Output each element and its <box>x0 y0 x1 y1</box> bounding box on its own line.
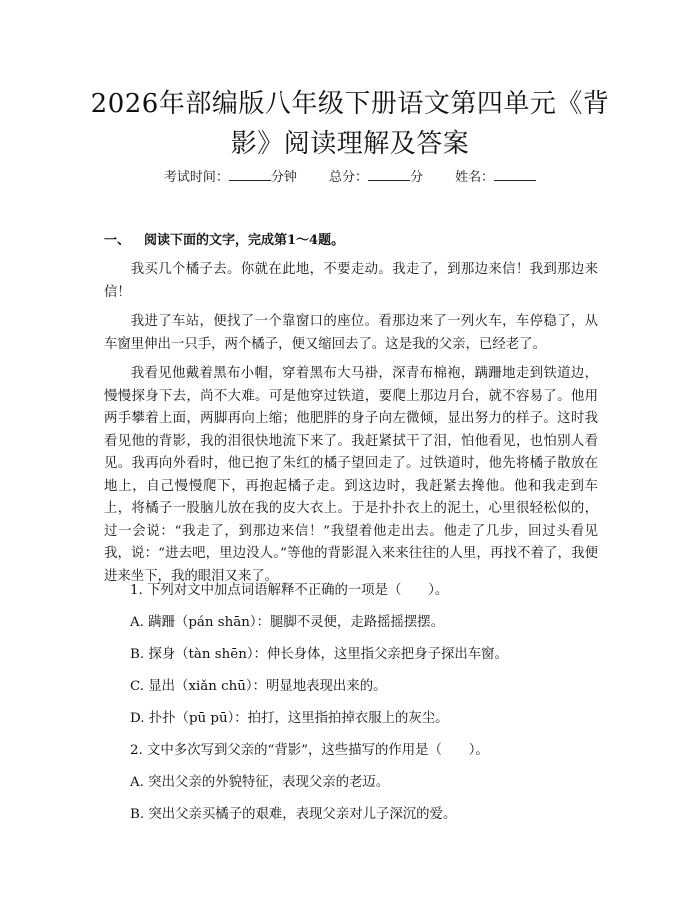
name-blank <box>494 168 536 181</box>
passage-paragraph-3: 我看见他戴着黑布小帽，穿着黑布大马褂，深青布棉袍，蹒跚地走到铁道边，慢慢探身下去，尚不大难。可是他穿过铁道，要爬上那边月台，就不容易了。他用两手攀着上面，两脚再向上缩；他肥胖的身子向左微倾，显出努力的样子。这时我看见他的背影，我的泪很快地流下来了。我赶紧拭干了泪，怕他看见，也怕别人看见。我再向外看时，他已抱了朱红的橘子望回走了。过铁道时，他先将橘子散放在地上，自己慢慢爬下，再抱起橘子走。到这边时，我赶紧去搀他。他和我走到车上，将橘子一股脑儿放在我的皮大衣上。于是扑扑衣上的泥土，心里很轻松似的，过一会说：“我走了，到那边来信！”我望着他走出去。他走了几步，回过头看见我，说：“进去吧，里边没人。”等他的背影混入来来往往的人里，再找不着了，我便进来坐下，我的眼泪又来了。 <box>104 366 598 584</box>
section-number: 一、 <box>104 233 131 248</box>
exam-time-unit: 分钟 <box>270 170 297 185</box>
name-label: 姓名： <box>455 170 495 185</box>
question-2-option-a: A. 突出父亲的外貌特征，表现父亲的老迈。 <box>130 775 390 790</box>
question-2-option-b: B. 突出父亲买橘子的艰难，表现父亲对儿子深沉的爱。 <box>130 807 457 822</box>
total-score-unit: 分 <box>410 170 424 185</box>
page-title: 2026年部编版八年级下册语文第四单元《背影》阅读理解及答案 <box>90 89 610 159</box>
passage-paragraph-1: 我买几个橘子去。你就在此地，不要走动。我走了，到那边来信！我到那边来信！ <box>104 262 598 300</box>
exam-time-label: 考试时间： <box>163 170 229 185</box>
total-score-label: 总分： <box>328 170 368 185</box>
passage-paragraph-2: 我进了车站，便找了一个靠窗口的座位。看那边来了一列火车，车停稳了，从车窗里伸出一只手，两个橘子，便又缩回去了。这是我的父亲，已经老了。 <box>104 314 598 352</box>
question-2: 2. 文中多次写到父亲的“背影”，这些描写的作用是（ ）。 <box>130 743 489 758</box>
exam-time-blank <box>229 168 271 181</box>
question-1: 1. 下列对文中加点词语解释不正确的一项是（ ）。 <box>130 583 449 598</box>
section-heading <box>104 231 344 251</box>
question-1-option-b: B. 探身（tàn shēn）：伸长身体，这里指父亲把身子探出车窗。 <box>130 647 508 662</box>
name-field <box>455 170 536 185</box>
question-1-option-d: D. 扑扑（pū pū）：拍打，这里指拍掉衣服上的灰尘。 <box>130 711 449 726</box>
exam-info-line <box>0 168 700 188</box>
question-1-option-c: C. 显出（xiǎn chū）：明显地表现出来的。 <box>130 679 387 694</box>
section-instruction: 阅读下面的文字，完成第1～4题。 <box>144 233 345 248</box>
total-score-field <box>329 170 423 185</box>
exam-time-field <box>164 170 297 185</box>
question-1-option-a: A. 蹒跚（pán shān）：腿脚不灵便，走路摇摇摆摆。 <box>130 615 445 630</box>
total-score-blank <box>368 168 410 181</box>
